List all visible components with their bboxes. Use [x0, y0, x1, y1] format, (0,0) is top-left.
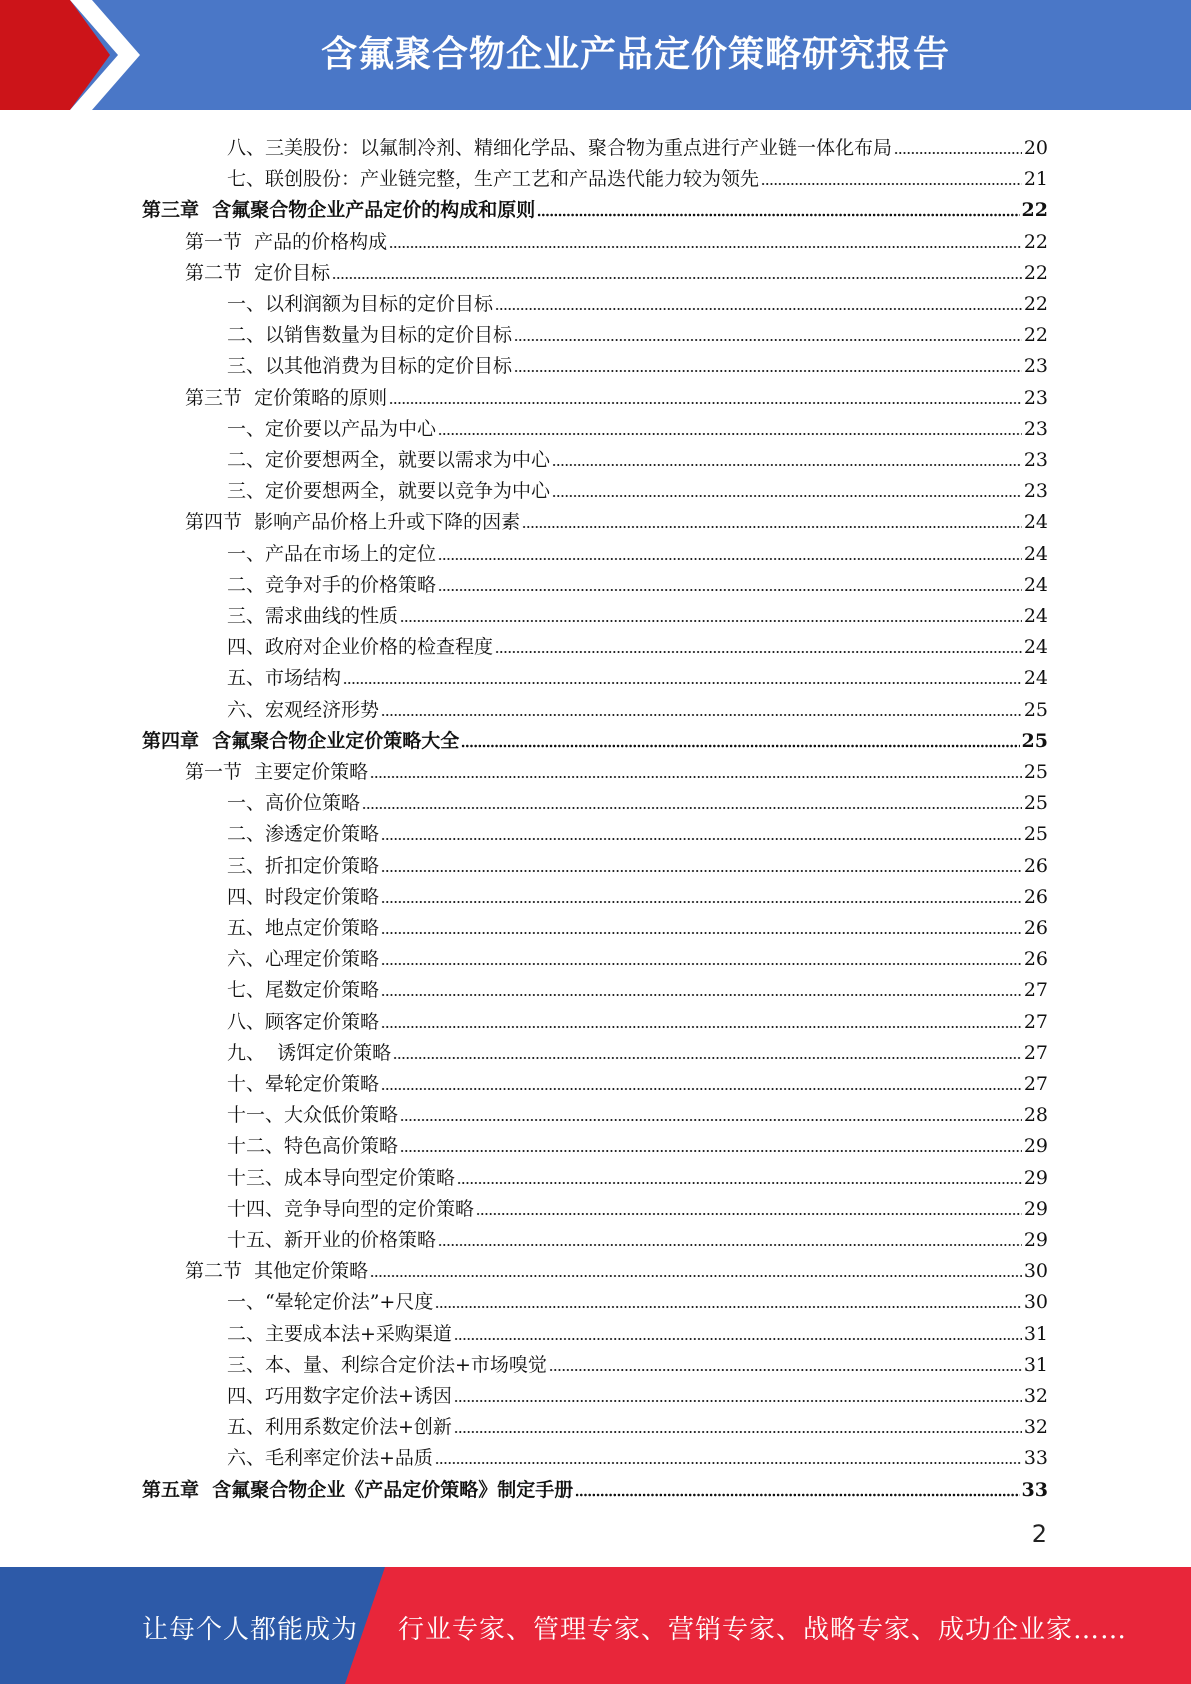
toc-dot-leader — [894, 151, 1022, 155]
toc-dot-leader — [400, 1118, 1022, 1122]
toc-dot-leader — [381, 962, 1022, 966]
toc-item-entry[interactable] — [227, 1126, 1048, 1157]
toc-item-entry[interactable] — [227, 1438, 1048, 1469]
toc-entry-title: 十三、成本导向型定价策略 — [227, 1166, 456, 1189]
toc-item-entry[interactable] — [227, 1407, 1048, 1438]
toc-section-entry[interactable] — [185, 253, 1048, 284]
toc-entry-title: 十五、新开业的价格策略 — [227, 1229, 437, 1251]
toc-dot-leader — [343, 681, 1022, 685]
toc-entry-title: 九、 诱饵定价策略 — [227, 1041, 392, 1064]
toc-page-number: 22 — [1023, 261, 1048, 284]
toc-page-number: 24 — [1023, 605, 1048, 627]
toc-page-number: 23 — [1023, 355, 1048, 378]
toc-dot-leader — [438, 588, 1022, 592]
toc-entry-title: 二、以销售数量为目标的定价目标 — [227, 324, 513, 347]
toc-dot-leader — [438, 432, 1022, 436]
toc-entry-title: 第一节 产品的价格构成 — [185, 230, 388, 253]
toc-dot-leader — [400, 1149, 1022, 1153]
toc-item-entry[interactable] — [227, 690, 1048, 721]
page-number: 2 — [1031, 1520, 1047, 1548]
toc-dot-leader — [389, 245, 1022, 249]
footer-slogan-right: 行业专家、管理专家、营销专家、战略专家、成功企业家…… — [398, 1615, 1128, 1645]
toc-dot-leader — [552, 494, 1022, 498]
toc-page-number: 24 — [1023, 573, 1048, 596]
toc-dot-leader — [522, 525, 1022, 529]
toc-entry-title: 八、三美股份：以氟制冷剂、精细化学品、聚合物为重点进行产业链一体化布局 — [227, 137, 893, 159]
toc-page-number: 27 — [1023, 1041, 1048, 1064]
toc-section-entry[interactable] — [185, 222, 1048, 253]
toc-item-entry[interactable] — [227, 627, 1048, 658]
toc-entry-title: 六、宏观经济形势 — [227, 698, 380, 721]
toc-dot-leader — [438, 557, 1022, 561]
toc-dot-leader — [332, 276, 1022, 280]
toc-dot-leader — [435, 1461, 1022, 1465]
document-title: 含氟聚合物企业产品定价策略研究报告 — [320, 34, 950, 75]
toc-page-number: 22 — [1023, 230, 1048, 253]
toc-item-entry[interactable] — [227, 658, 1048, 689]
toc-item-entry[interactable] — [227, 1064, 1048, 1095]
toc-page-number: 25 — [1023, 823, 1048, 846]
toc-item-entry[interactable] — [227, 409, 1048, 440]
toc-dot-leader — [400, 619, 1022, 623]
toc-entry-title: 四、政府对企业价格的检查程度 — [227, 636, 494, 659]
toc-page-number: 29 — [1023, 1229, 1048, 1251]
toc-page-number: 26 — [1023, 948, 1048, 971]
toc-page-number: 24 — [1023, 667, 1048, 690]
toc-dot-leader — [454, 1399, 1022, 1403]
toc-item-entry[interactable] — [227, 565, 1048, 596]
toc-entry-title: 七、尾数定价策略 — [227, 979, 380, 1002]
footer-banner — [0, 1567, 1191, 1684]
toc-entry-title: 一、定价要以产品为中心 — [227, 417, 437, 440]
toc-dot-leader — [370, 775, 1022, 779]
toc-page-number: 22 — [1023, 324, 1048, 347]
toc-section-entry[interactable] — [185, 752, 1048, 783]
toc-dot-leader — [761, 182, 1022, 186]
toc-dot-leader — [381, 993, 1022, 997]
toc-section-entry[interactable] — [185, 378, 1048, 409]
toc-entry-title: 一、高价位策略 — [227, 792, 361, 815]
toc-page-number: 25 — [1023, 761, 1048, 783]
toc-page-number: 27 — [1023, 1073, 1048, 1095]
toc-page-number: 28 — [1023, 1104, 1048, 1127]
toc-item-entry[interactable] — [227, 596, 1048, 627]
toc-entry-title: 第二节 其他定价策略 — [185, 1260, 369, 1283]
toc-page-number: 31 — [1023, 1322, 1048, 1345]
toc-dot-leader — [393, 1056, 1022, 1060]
toc-page-number: 32 — [1023, 1385, 1048, 1407]
toc-page-number: 26 — [1023, 854, 1048, 877]
toc-entry-title: 第四节 影响产品价格上升或下降的因素 — [185, 511, 521, 534]
toc-item-entry[interactable] — [227, 159, 1048, 190]
toc-page-number: 29 — [1023, 1166, 1048, 1189]
toc-item-entry[interactable] — [227, 1314, 1048, 1345]
toc-dot-leader — [381, 1025, 1022, 1029]
toc-page-number: 22 — [1021, 199, 1048, 222]
toc-entry-title: 一、以利润额为目标的定价目标 — [227, 293, 494, 315]
toc-item-entry[interactable] — [227, 1220, 1048, 1251]
toc-entry-title: 第三章 含氟聚合物企业产品定价的构成和原则 — [142, 199, 536, 222]
toc-dot-leader — [495, 307, 1022, 311]
toc-dot-leader — [381, 837, 1022, 841]
toc-page-number: 32 — [1023, 1416, 1048, 1439]
toc-dot-leader — [514, 338, 1022, 342]
toc-item-entry[interactable] — [227, 128, 1048, 159]
toc-item-entry[interactable] — [227, 783, 1048, 814]
toc-page-number: 25 — [1021, 729, 1048, 752]
toc-page-number: 23 — [1023, 417, 1048, 440]
toc-item-entry[interactable] — [227, 1158, 1048, 1189]
toc-page-number: 23 — [1023, 386, 1048, 409]
header-arrow-icon — [70, 0, 150, 110]
toc-dot-leader — [476, 1212, 1022, 1216]
toc-dot-leader — [381, 931, 1022, 935]
toc-page-number: 23 — [1023, 449, 1048, 471]
toc-entry-title: 三、以其他消费为目标的定价目标 — [227, 355, 513, 378]
toc-item-entry[interactable] — [227, 846, 1048, 877]
toc-entry-title: 第三节 定价策略的原则 — [185, 386, 388, 409]
toc-entry-title: 三、本、量、利综合定价法+市场嗅觉 — [227, 1353, 547, 1376]
toc-dot-leader — [370, 1274, 1022, 1278]
toc-page-number: 30 — [1023, 1260, 1048, 1283]
toc-item-entry[interactable] — [227, 877, 1048, 908]
toc-page-number: 26 — [1023, 917, 1048, 939]
toc-dot-leader — [362, 806, 1022, 810]
toc-item-entry[interactable] — [227, 1189, 1048, 1220]
toc-entry-title: 二、竞争对手的价格策略 — [227, 573, 437, 596]
toc-item-entry[interactable] — [227, 534, 1048, 565]
toc-page-number: 31 — [1023, 1353, 1048, 1376]
toc-page-number: 24 — [1023, 511, 1048, 534]
toc-entry-title: 三、需求曲线的性质 — [227, 605, 399, 627]
toc-dot-leader — [435, 1305, 1021, 1309]
toc-entry-title: 五、利用系数定价法+创新 — [227, 1416, 452, 1439]
toc-chapter-entry[interactable] — [142, 190, 1048, 221]
toc-section-entry[interactable] — [185, 1251, 1048, 1282]
toc-item-entry[interactable] — [227, 1376, 1048, 1407]
toc-dot-leader — [454, 1337, 1022, 1341]
toc-item-entry[interactable] — [227, 970, 1048, 1001]
toc-page-number: 24 — [1023, 542, 1048, 565]
toc-page-number: 25 — [1023, 698, 1048, 721]
toc-entry-title: 十、晕轮定价策略 — [227, 1073, 380, 1095]
toc-dot-leader — [381, 869, 1022, 873]
toc-dot-leader — [552, 463, 1022, 467]
toc-entry-title: 第二节 定价目标 — [185, 261, 331, 284]
toc-entry-title: 七、联创股份：产业链完整，生产工艺和产品迭代能力较为领先 — [227, 168, 760, 191]
toc-entry-title: 八、顾客定价策略 — [227, 1010, 380, 1033]
toc-item-entry[interactable] — [227, 908, 1048, 939]
toc-page-number: 24 — [1023, 636, 1048, 659]
toc-entry-title: 五、地点定价策略 — [227, 917, 380, 939]
toc-chapter-entry[interactable] — [142, 1470, 1048, 1501]
toc-dot-leader — [457, 1181, 1022, 1185]
toc-entry-title: 十一、大众低价策略 — [227, 1104, 399, 1127]
toc-item-entry[interactable] — [227, 939, 1048, 970]
footer-slogan-left: 让每个人都能成为 — [142, 1615, 359, 1645]
toc-dot-leader — [389, 401, 1022, 405]
toc-entry-title: 三、折扣定价策略 — [227, 854, 380, 877]
toc-page-number: 22 — [1023, 293, 1048, 315]
toc-entry-title: 四、巧用数字定价法+诱因 — [227, 1385, 452, 1407]
toc-dot-leader — [381, 900, 1022, 904]
toc-page-number: 20 — [1023, 137, 1048, 159]
toc-item-entry[interactable] — [227, 1033, 1048, 1064]
toc-section-entry[interactable] — [185, 502, 1048, 533]
toc-item-entry[interactable] — [227, 471, 1048, 502]
toc-entry-title: 二、渗透定价策略 — [227, 823, 380, 846]
toc-entry-title: 六、心理定价策略 — [227, 948, 380, 971]
toc-dot-leader — [381, 1087, 1022, 1091]
toc-dot-leader — [495, 650, 1022, 654]
toc-item-entry[interactable] — [227, 1002, 1048, 1033]
toc-item-entry[interactable] — [227, 284, 1048, 315]
toc-entry-title: 五、市场结构 — [227, 667, 342, 690]
toc-page-number: 26 — [1023, 885, 1048, 908]
toc-page-number: 30 — [1023, 1291, 1048, 1314]
toc-entry-title: 四、时段定价策略 — [227, 885, 380, 908]
toc-dot-leader — [537, 213, 1019, 217]
toc-item-entry[interactable] — [227, 1345, 1048, 1376]
toc-page-number: 23 — [1023, 480, 1048, 503]
toc-entry-title: 一、“晕轮定价法”+尺度 — [227, 1291, 434, 1314]
toc-item-entry[interactable] — [227, 346, 1048, 377]
toc-item-entry[interactable] — [227, 1282, 1048, 1313]
toc-entry-title: 第四章 含氟聚合物企业定价策略大全 — [142, 729, 460, 752]
toc-dot-leader — [461, 744, 1019, 748]
toc-page-number: 27 — [1023, 1010, 1048, 1033]
toc-chapter-entry[interactable] — [142, 721, 1048, 752]
toc-dot-leader — [514, 369, 1022, 373]
toc-page-number: 29 — [1023, 1135, 1048, 1158]
toc-page-number: 33 — [1023, 1447, 1048, 1470]
header-banner — [0, 0, 1191, 110]
toc-item-entry[interactable] — [227, 814, 1048, 845]
toc-dot-leader — [575, 1493, 1019, 1497]
toc-page-number: 21 — [1023, 168, 1048, 191]
toc-item-entry[interactable] — [227, 440, 1048, 471]
toc-page-number: 29 — [1023, 1197, 1048, 1220]
toc-item-entry[interactable] — [227, 315, 1048, 346]
toc-page-number: 25 — [1023, 792, 1048, 815]
toc-entry-title: 十四、竞争导向型的定价策略 — [227, 1197, 475, 1220]
toc-entry-title: 第一节 主要定价策略 — [185, 761, 369, 783]
toc-dot-leader — [549, 1368, 1022, 1372]
toc-page-number: 27 — [1023, 979, 1048, 1002]
toc-entry-title: 第五章 含氟聚合物企业《产品定价策略》制定手册 — [142, 1478, 574, 1501]
toc-entry-title: 一、产品在市场上的定位 — [227, 542, 437, 565]
toc-entry-title: 二、定价要想两全，就要以需求为中心 — [227, 449, 551, 471]
toc-item-entry[interactable] — [227, 1095, 1048, 1126]
toc-entry-title: 三、定价要想两全，就要以竞争为中心 — [227, 480, 551, 503]
toc-entry-title: 二、主要成本法+采购渠道 — [227, 1322, 452, 1345]
toc-entry-title: 十二、特色高价策略 — [227, 1135, 399, 1158]
toc-dot-leader — [438, 1243, 1022, 1247]
toc-dot-leader — [454, 1430, 1022, 1434]
toc-dot-leader — [381, 713, 1022, 717]
toc-page-number: 33 — [1021, 1478, 1048, 1501]
toc-entry-title: 六、毛利率定价法+品质 — [227, 1447, 433, 1470]
